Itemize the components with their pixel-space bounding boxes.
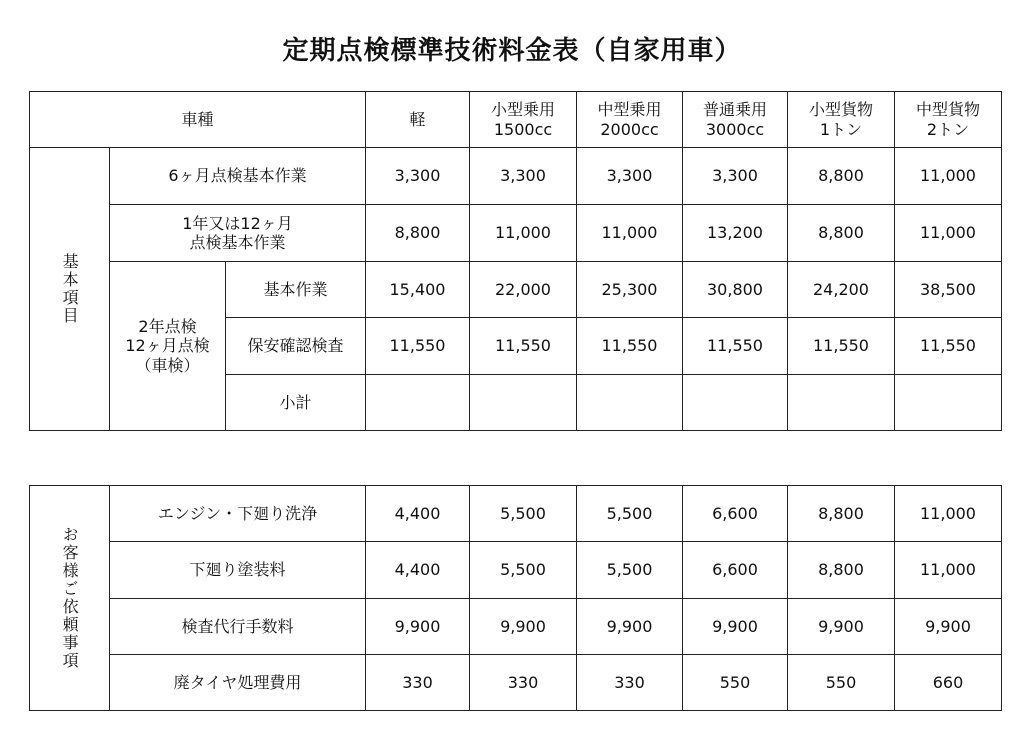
- price-cell: 9,900: [788, 599, 895, 655]
- row-label: 1年又は12ヶ月 点検基本作業: [110, 205, 366, 262]
- subtotal-label: 小計: [226, 375, 366, 431]
- price-cell: 11,550: [895, 318, 1002, 375]
- price-cell: 11,000: [577, 205, 683, 262]
- price-cell: 13,200: [683, 205, 788, 262]
- price-cell: 8,800: [788, 205, 895, 262]
- price-cell: 550: [788, 655, 895, 711]
- price-cell: 3,300: [683, 148, 788, 205]
- subtotal-cell: [683, 375, 788, 431]
- row-label: 廃タイヤ処理費用: [110, 655, 366, 711]
- price-cell: 6,600: [683, 486, 788, 542]
- price-cell: 9,900: [683, 599, 788, 655]
- price-cell: 5,500: [577, 486, 683, 542]
- column-header: 小型乗用 1500cc: [470, 92, 577, 148]
- group-label-cell: [30, 486, 110, 711]
- price-cell: 5,500: [577, 542, 683, 599]
- basic-group-label: 基本項目: [60, 253, 80, 325]
- column-header: 普通乗用 3000cc: [683, 92, 788, 148]
- column-header: 中型乗用 2000cc: [577, 92, 683, 148]
- price-cell: 330: [470, 655, 577, 711]
- table-row: [30, 542, 1002, 599]
- price-cell: 5,500: [470, 486, 577, 542]
- subtotal-cell: [470, 375, 577, 431]
- vehicle-type-header: 車種: [30, 92, 366, 148]
- row-label: 保安確認検査: [226, 318, 366, 375]
- price-cell: 11,000: [895, 486, 1002, 542]
- shaken-label: 2年点検 12ヶ月点検 （車検）: [110, 262, 226, 431]
- row-label: 下廻り塗装料: [110, 542, 366, 599]
- table-row: [30, 205, 1002, 262]
- price-cell: 4,400: [366, 486, 470, 542]
- price-cell: 660: [895, 655, 1002, 711]
- price-cell: 11,550: [577, 318, 683, 375]
- price-cell: 9,900: [895, 599, 1002, 655]
- price-cell: 8,800: [788, 486, 895, 542]
- price-cell: 24,200: [788, 262, 895, 318]
- table-row: [30, 148, 1002, 205]
- price-cell: 11,000: [895, 542, 1002, 599]
- price-cell: 11,000: [470, 205, 577, 262]
- price-cell: 3,300: [366, 148, 470, 205]
- price-cell: 11,550: [470, 318, 577, 375]
- price-cell: 8,800: [788, 148, 895, 205]
- price-cell: 15,400: [366, 262, 470, 318]
- price-cell: 9,900: [577, 599, 683, 655]
- price-cell: 25,300: [577, 262, 683, 318]
- price-cell: 38,500: [895, 262, 1002, 318]
- table-row: [30, 486, 1002, 542]
- requests-group-label: お客様ご依頼事項: [60, 526, 80, 670]
- price-cell: 550: [683, 655, 788, 711]
- table-row: [30, 655, 1002, 711]
- price-cell: 330: [366, 655, 470, 711]
- price-cell: 11,000: [895, 148, 1002, 205]
- price-cell: 8,800: [366, 205, 470, 262]
- price-cell: 9,900: [470, 599, 577, 655]
- price-cell: 11,000: [895, 205, 1002, 262]
- price-cell: 6,600: [683, 542, 788, 599]
- group-label-cell: [30, 148, 110, 431]
- table-row: [30, 599, 1002, 655]
- price-cell: 30,800: [683, 262, 788, 318]
- column-header: 小型貨物 1トン: [788, 92, 895, 148]
- row-label: 6ヶ月点検基本作業: [110, 148, 366, 205]
- subtotal-cell: [895, 375, 1002, 431]
- column-header: 軽: [366, 92, 470, 148]
- table-row: [30, 262, 1002, 318]
- subtotal-cell: [577, 375, 683, 431]
- row-label: 検査代行手数料: [110, 599, 366, 655]
- price-cell: 3,300: [470, 148, 577, 205]
- column-header: 中型貨物 2トン: [895, 92, 1002, 148]
- subtotal-cell: [788, 375, 895, 431]
- price-cell: 4,400: [366, 542, 470, 599]
- page-title: 定期点検標準技術料金表（自家用車）: [282, 36, 742, 66]
- subtotal-cell: [366, 375, 470, 431]
- price-cell: 8,800: [788, 542, 895, 599]
- fee-table-basic: [29, 91, 1002, 431]
- price-cell: 11,550: [366, 318, 470, 375]
- price-cell: 5,500: [470, 542, 577, 599]
- row-label: エンジン・下廻り洗浄: [110, 486, 366, 542]
- price-cell: 3,300: [577, 148, 683, 205]
- price-cell: 22,000: [470, 262, 577, 318]
- price-cell: 330: [577, 655, 683, 711]
- header-row: [30, 92, 1002, 148]
- price-cell: 11,550: [788, 318, 895, 375]
- row-label: 基本作業: [226, 262, 366, 318]
- fee-table-requests: [29, 485, 1002, 711]
- price-cell: 11,550: [683, 318, 788, 375]
- price-cell: 9,900: [366, 599, 470, 655]
